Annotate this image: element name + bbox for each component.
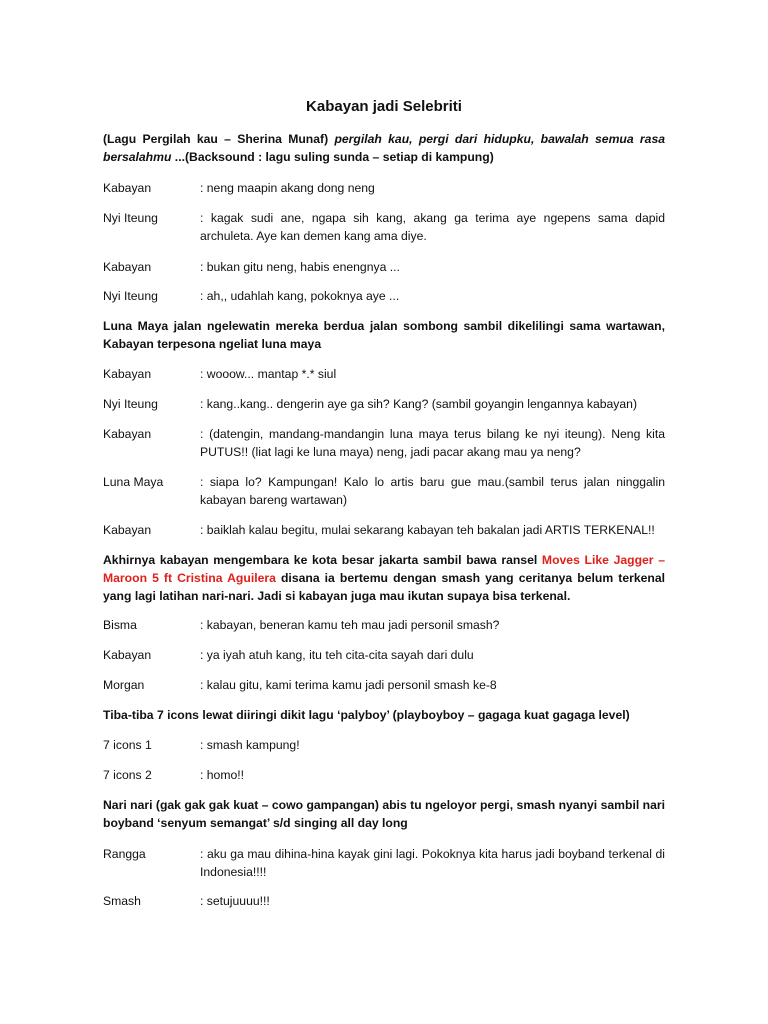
narration-text: disana ia bertemu dengan smash yang ceritanya belum terkenal yang lagi latihan nari-nari. Jadi si kabayan juga mau ikutan supaya bisa terkenal. — [103, 571, 666, 603]
document-title: Kabayan jadi Selebriti — [306, 98, 462, 115]
speaker-name: Nyi Iteung — [103, 397, 158, 411]
speaker-name: Kabayan — [103, 648, 152, 662]
speaker-name: Kabayan — [103, 427, 152, 441]
speaker-name: Nyi Iteung — [103, 289, 158, 303]
intro-paragraph — [103, 130, 665, 166]
speaker-name: Morgan — [103, 678, 145, 692]
spoken-line: : wooow... mantap *.* siul — [200, 367, 337, 381]
spoken-line: : baiklah kalau begitu, mulai sekarang kabayan teh bakalan jadi ARTIS TERKENAL!! — [200, 523, 655, 537]
spoken-line: : smash kampung! — [200, 738, 300, 752]
narration-paragraph: Nari nari (gak gak gak kuat – cowo gampangan) abis tu ngeloyor pergi, smash nyanyi sambil nari boyband ‘senyum semangat’ s/d singing all day long — [103, 798, 665, 830]
spoken-line: : kalau gitu, kami terima kamu jadi personil smash ke-8 — [200, 678, 497, 692]
spoken-line: : ah,, udahlah kang, pokoknya aye ... — [200, 289, 400, 303]
speaker-name: Rangga — [103, 847, 146, 861]
speaker-name: Nyi Iteung — [103, 211, 158, 225]
spoken-line: : homo!! — [200, 768, 245, 782]
narration-text: Akhirnya kabayan mengembara ke kota besar jakarta sambil bawa ransel — [103, 553, 542, 567]
narration-paragraph: Tiba-tiba 7 icons lewat diiringi dikit lagu ‘palyboy’ (playboyboy – gagaga kuat gagaga level) — [103, 708, 630, 722]
intro-lyrics: pergilah kau, pergi dari hidupku, bawalah semua rasa bersalahmu — [103, 132, 666, 164]
narration-paragraph — [103, 551, 665, 605]
song-highlight: Moves Like Jagger – Maroon 5 ft Cristina Aguilera — [103, 553, 665, 585]
speaker-name: Smash — [103, 894, 141, 908]
speaker-name: 7 icons 2 — [103, 768, 152, 782]
speaker-name: Kabayan — [103, 260, 152, 274]
spoken-line: : siapa lo? Kampungan! Kalo lo artis baru gue mau.(sambil terus jalan ninggalin kabayan bareng wartawan) — [200, 475, 665, 507]
narration-paragraph: Luna Maya jalan ngelewatin mereka berdua jalan sombong sambil dikelilingi sama wartawan, Kabayan terpesona ngeliat luna maya — [103, 319, 665, 351]
speaker-name: Kabayan — [103, 523, 152, 537]
intro-song-credit: (Lagu Pergilah kau – Sherina Munaf) — [103, 132, 335, 146]
spoken-line: : setujuuuu!!! — [200, 894, 270, 908]
spoken-line: : aku ga mau dihina-hina kayak gini lagi. Pokoknya kita harus jadi boyband terkenal di Indonesia!!!! — [200, 847, 665, 879]
speaker-name: Kabayan — [103, 367, 152, 381]
speaker-name: Luna Maya — [103, 475, 164, 489]
spoken-line: : ya iyah atuh kang, itu teh cita-cita sayah dari dulu — [200, 648, 474, 662]
intro-backsound: ...(Backsound : lagu suling sunda – setiap di kampung) — [171, 150, 494, 164]
speaker-name: Kabayan — [103, 181, 152, 195]
speaker-name: 7 icons 1 — [103, 738, 152, 752]
spoken-line: : kabayan, beneran kamu teh mau jadi personil smash? — [200, 618, 500, 632]
spoken-line: : kang..kang.. dengerin aye ga sih? Kang? (sambil goyangin lengannya kabayan) — [200, 397, 638, 411]
spoken-line: : neng maapin akang dong neng — [200, 181, 375, 195]
speaker-name: Bisma — [103, 618, 137, 632]
spoken-line: : kagak sudi ane, ngapa sih kang, akang ga terima aye ngepens sama dapid archuleta. Aye kan demen kang ama diye. — [200, 211, 665, 243]
spoken-line: : bukan gitu neng, habis enengnya ... — [200, 260, 400, 274]
spoken-line: : (datengin, mandang-mandangin luna maya terus bilang ke nyi iteung). Neng kita PUTUS!! (liat lagi ke luna maya) neng, jadi pacar akang mau ya neng? — [200, 427, 665, 459]
